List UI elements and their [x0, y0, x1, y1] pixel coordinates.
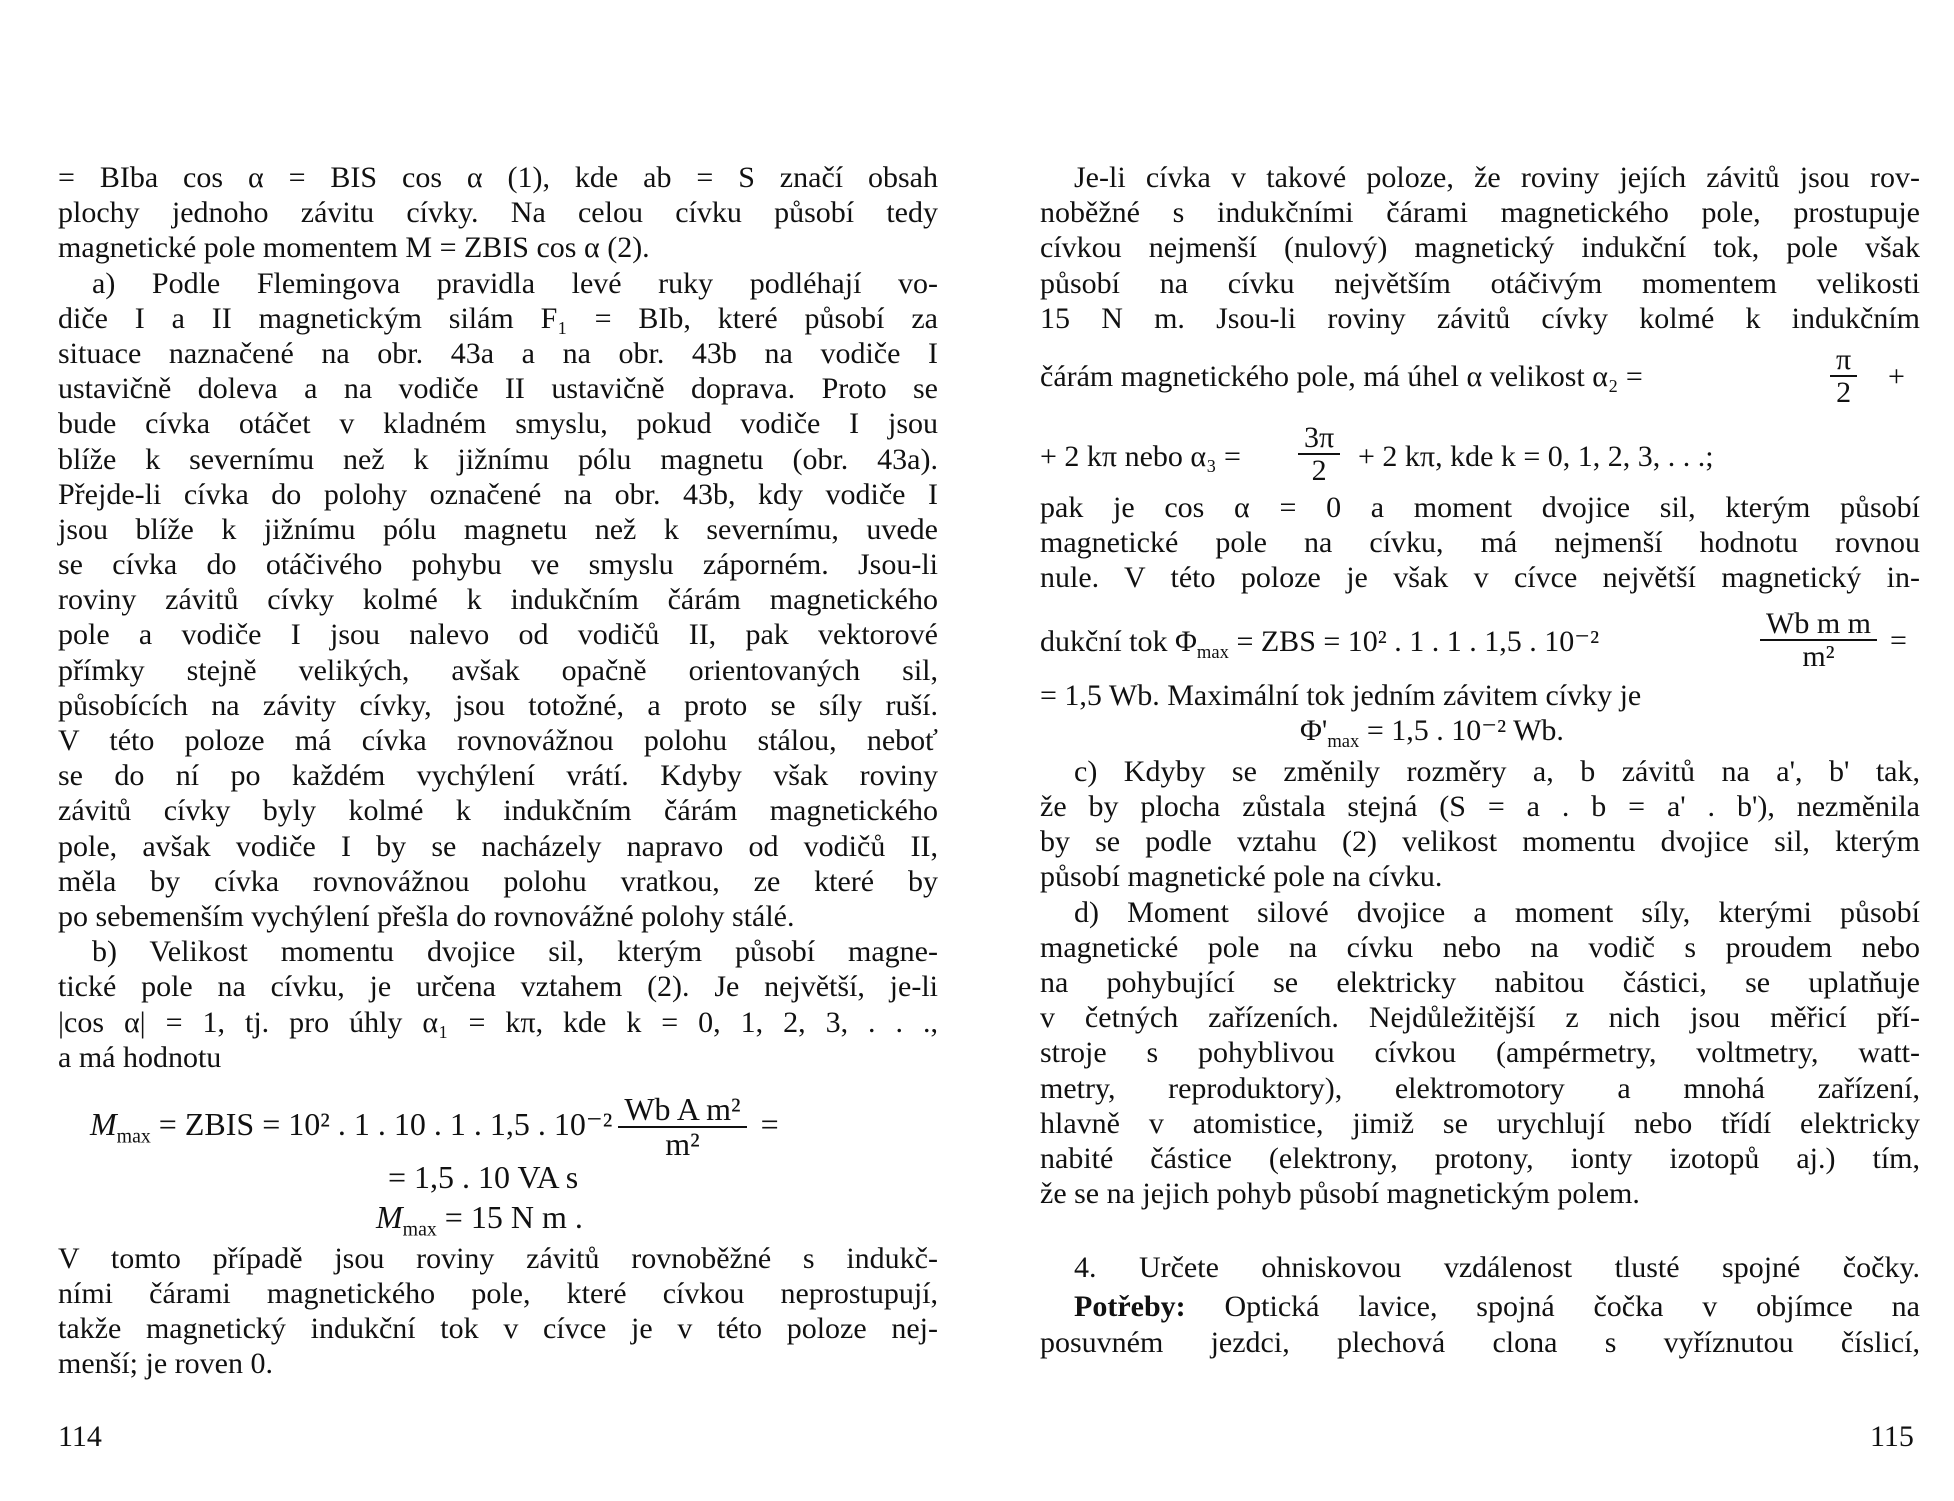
text-line: že by plocha zůstala stejná (S = a . b = a' . b'), nezměnila [1040, 790, 1920, 824]
flux-mid: = ZBS = 10² . 1 . 1 . 1,5 . 10⁻² [1228, 624, 1600, 658]
text-line: po sebemenším vychýlení přešla do rovnovážné polohy stálé. [58, 899, 795, 933]
eq-m-end: = [752, 1105, 779, 1142]
text-line: by se podle vztahu (2) velikost momentu dvojice sil, kterým [1040, 825, 1920, 859]
text-line: b) Velikost momentu dvojice sil, kterým působí magne- [92, 935, 938, 969]
flux-fraction [1760, 608, 1877, 673]
equation-m-max [58, 1077, 938, 1163]
text-line: měla by cívka rovnovážnou polohu vratkou, ze které by [58, 864, 938, 898]
left-page [58, 160, 938, 1382]
text-line: závitů cívky byly kolmé k indukčním čárám magnetického [58, 794, 938, 828]
text-line: situace naznačené na obr. 43a a na obr. 43b na vodiče I [58, 336, 938, 370]
alpha2-line [1040, 342, 1920, 410]
text-line: roviny závitů cívky kolmé k indukčním čárám magnetického [58, 583, 938, 617]
text-line: cívkou nejmenší (nulový) magnetický indukční tok, pole však [1040, 231, 1920, 265]
flux-line [1040, 608, 1920, 678]
text-line: 15 N m. Jsou-li roviny závitů cívky kolmé k indukčním [1040, 301, 1920, 335]
task-heading: 4. Určete ohniskovou vzdálenost tlusté spojné čočky. [1074, 1251, 1920, 1285]
flux-prime-rest: = 1,5 . 10⁻² Wb. [1359, 713, 1564, 747]
text-line: d) Moment silové dvojice a moment síly, kterými působí [1074, 895, 1920, 929]
eq-m-sub: max [116, 1125, 151, 1148]
equation-result-nm [58, 1197, 938, 1241]
text-line: noběžné s indukčními čárami magnetického pole, prostupuje [1040, 196, 1920, 230]
text-line: působí na cívku největším otáčivým momentem velikosti [1040, 266, 1920, 300]
alpha3-denominator: 2 [1311, 454, 1327, 488]
text-line: stroje s pohyblivou cívkou (ampérmetry, voltmetry, watt- [1040, 1036, 1920, 1070]
alpha2-end: + [1888, 359, 1905, 393]
text-line: Přejde-li cívka do polohy označené na obr. 43b, kdy vodiče I [58, 477, 938, 511]
text-line: takže magnetický indukční tok v cívce je v této poloze nej- [58, 1312, 938, 1346]
alpha2-numerator: π [1830, 344, 1857, 378]
page-number-right: 115 [1870, 1420, 1914, 1453]
eq-m-fraction [618, 1090, 746, 1163]
text-line: Je-li cívka v takové poloze, že roviny jejích závitů jsou rov- [1074, 161, 1920, 194]
text-line: V tomto případě jsou roviny závitů rovnoběžné s indukč- [58, 1241, 938, 1275]
text-line: hlavně v atomistice, jimiž se urychlují nebo třídí elektricky [1040, 1106, 1920, 1140]
text-line: |cos α| = 1, tj. pro úhly α₁ = kπ, kde k = 0, 1, 2, 3, . . ., [58, 1005, 938, 1039]
text-line: menší; je roven 0. [58, 1347, 273, 1381]
eq-m-symbol: M [90, 1105, 117, 1142]
eq3-m-symbol: M [376, 1198, 403, 1235]
needs-label: Potřeby: [1074, 1290, 1186, 1324]
flux-numerator: Wb m m [1760, 608, 1877, 642]
text-line: = BIba cos α = BIS cos α (1), kde ab = S značí obsah [58, 161, 938, 194]
alpha2-fraction [1830, 344, 1857, 409]
alpha3-end: + 2 kπ, kde k = 0, 1, 2, 3, . . .; [1358, 439, 1714, 473]
text-line: se do ní po každém vychýlení vrátí. Kdyby však roviny [58, 759, 938, 793]
eq-m-middle: = ZBIS = 10² . 1 . 10 . 1 . 1,5 . 10⁻² [150, 1105, 613, 1142]
text-line: c) Kdyby se změnily rozměry a, b závitů na a', b' tak, [1074, 754, 1920, 788]
text-line: metry, reproduktory), elektromotory a mnohá zařízení, [1040, 1071, 1920, 1105]
eq3-m-sub: max [402, 1218, 437, 1241]
page-number-left: 114 [58, 1420, 102, 1453]
text-line: nule. V této poloze je však v cívce největší magnetický in- [1040, 561, 1920, 595]
text-line: blíže k severnímu než k jižnímu pólu magnetu (obr. 43a). [58, 442, 938, 476]
flux-pre: dukční tok Φ [1040, 624, 1197, 658]
text-line: pole a vodiče I jsou nalevo od vodičů II, pak vektorové [58, 618, 938, 652]
text-line: působících na závity cívky, jsou totožné, a proto se síly ruší. [58, 688, 938, 722]
text-line: ustavičně doleva a na vodiče II ustavičně doprava. Proto se [58, 372, 938, 406]
text-line: bude cívka otáčet v kladném smyslu, pokud vodiče I jsou [58, 407, 938, 441]
text-line: pole, avšak vodiče I by se nacházely napravo od vodičů II, [58, 829, 938, 863]
text-line: že se na jejich pohyb působí magnetickým polem. [1040, 1177, 1640, 1211]
text-line: a má hodnotu [58, 1040, 222, 1074]
text-line: magnetické pole na cívku, má nejmenší hodnotu rovnou [1040, 526, 1920, 560]
flux-end: = [1890, 623, 1907, 657]
text-line: ními čárami magnetického pole, které cívkou neprostupují, [58, 1277, 938, 1311]
text-line: v četných zařízeních. Nejdůležitější z nich jsou měřicí pří- [1040, 1001, 1920, 1035]
alpha3-pre: + 2 kπ nebo α₃ = [1040, 439, 1241, 473]
flux-sub: max [1196, 641, 1229, 663]
text-line: posuvném jezdci, plechová clona s vyříznutou číslicí, [1040, 1325, 1920, 1359]
text-line: tické pole na cívku, je určena vztahem (2). Je největší, je-li [58, 970, 938, 1004]
text-line: diče I a II magnetickým silám F₁ = BIb, které působí za [58, 301, 938, 335]
eq3-rest: = 15 N m . [436, 1198, 583, 1235]
eq-m-numerator: Wb A m² [618, 1093, 746, 1129]
text-line: plochy jednoho závitu cívky. Na celou cívku působí tedy [58, 196, 938, 230]
flux-denominator: m² [1802, 640, 1835, 673]
flux-prime-line [1040, 713, 1920, 752]
flux-prime-pre: Φ' [1300, 713, 1328, 747]
text-line: a) Podle Flemingova pravidla levé ruky podléhají vo- [92, 266, 938, 300]
alpha2-denominator: 2 [1836, 376, 1852, 410]
text-line: pak je cos α = 0 a moment dvojice sil, kterým působí [1040, 490, 1920, 524]
text-line: magnetické pole momentem M = ZBIS cos α (2). [58, 231, 650, 265]
text-line: magnetické pole na cívku nebo na vodič s proudem nebo [1040, 930, 1920, 964]
text-line: nabité částice (elektrony, protony, ionty izotopů aj.) tím, [1040, 1141, 1920, 1175]
needs-text: Optická lavice, spojná čočka v objímce na [1185, 1290, 1920, 1324]
text-line: na pohybující se elektricky nabitou částici, se uplatňuje [1040, 966, 1920, 999]
alpha2-text: čárám magnetického pole, má úhel α velikost α₂ = [1040, 359, 1643, 393]
alpha3-fraction [1298, 422, 1340, 487]
equation-result-va: = 1,5 . 10 VA s [388, 1158, 579, 1195]
text-line: jsou blíže k jižnímu pólu magnetu než k severnímu, uvede [58, 512, 938, 546]
text-line: přímky stejně velikých, avšak opačně orientovaných sil, [58, 653, 938, 687]
flux-prime-sub: max [1327, 730, 1360, 752]
section-gap [1040, 1211, 1920, 1247]
eq-m-denominator: m² [665, 1126, 700, 1163]
text-line: působí magnetické pole na cívku. [1040, 860, 1443, 894]
right-page [1040, 160, 1920, 1360]
text-line: = 1,5 Wb. Maximální tok jedním závitem cívky je [1040, 678, 1642, 712]
alpha3-line [1040, 420, 1920, 490]
alpha3-numerator: 3π [1298, 422, 1340, 456]
text-line: se cívka do otáčivého pohybu ve smyslu záporném. Jsou-li [58, 548, 938, 582]
needs-line [1040, 1289, 1920, 1324]
text-line: V této poloze má cívka rovnovážnou polohu stálou, neboť [58, 724, 938, 757]
